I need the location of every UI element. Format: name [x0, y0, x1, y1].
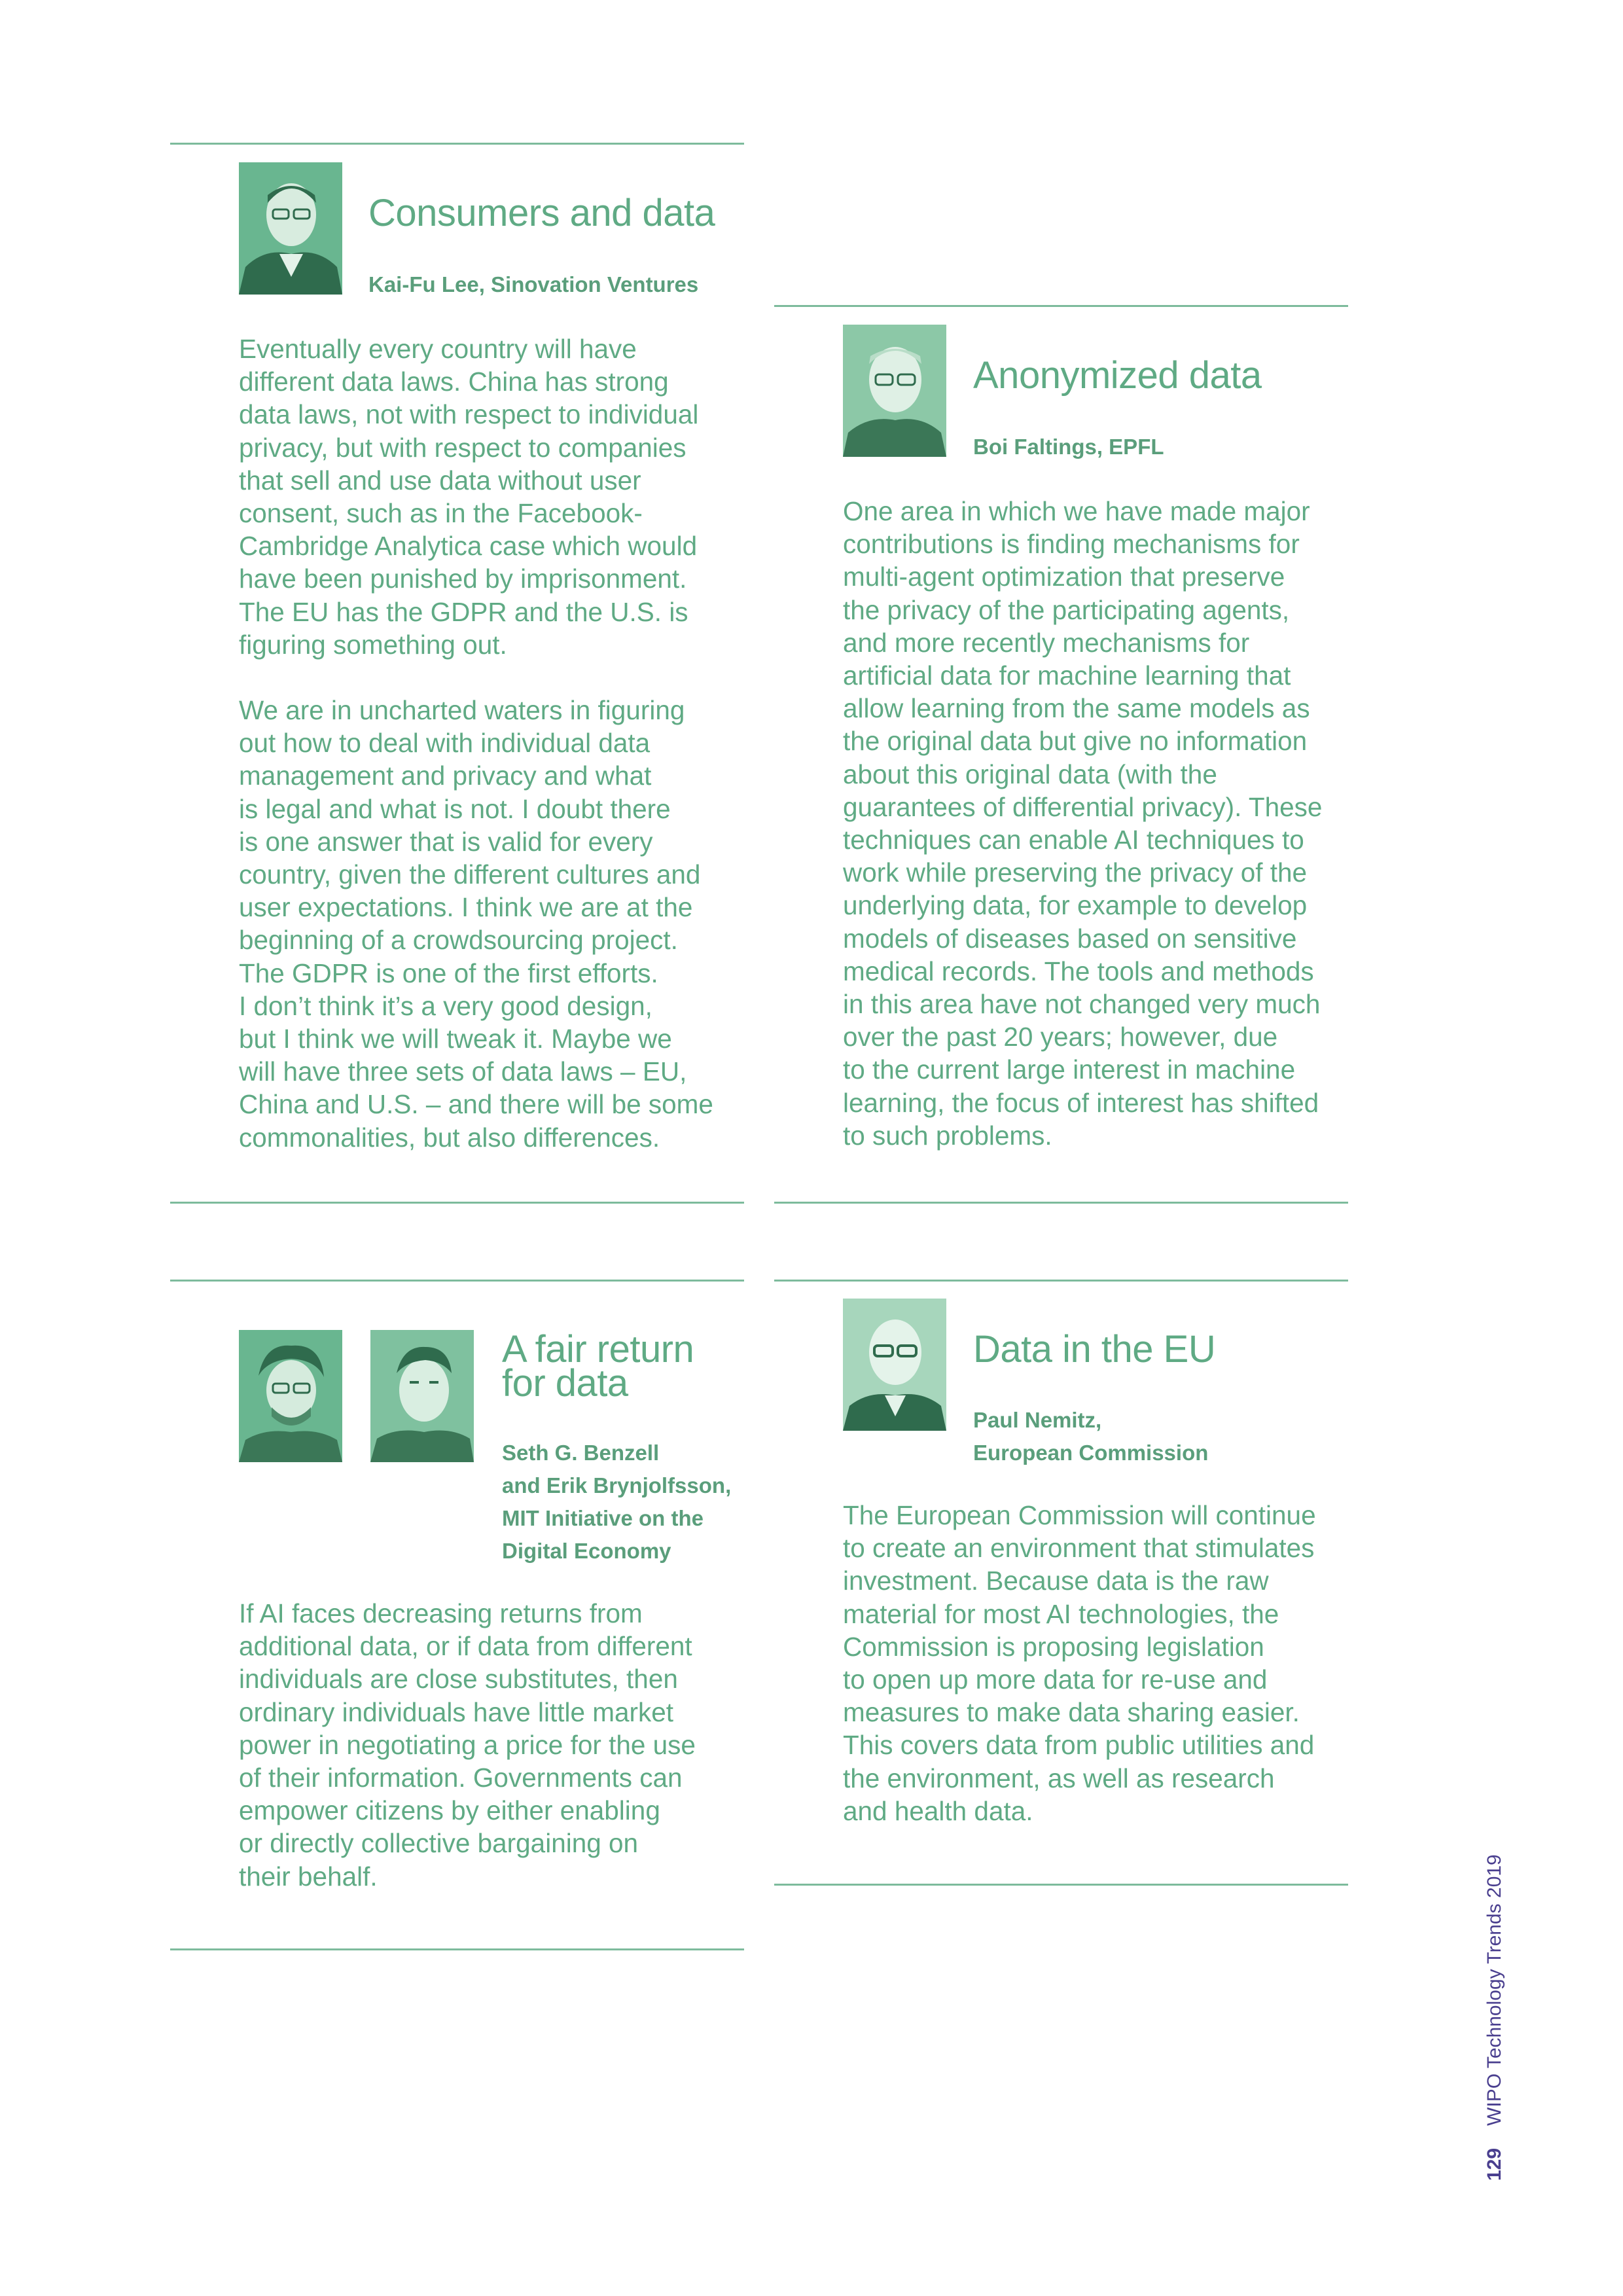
portrait-image	[239, 162, 342, 295]
article-body	[239, 1597, 736, 1893]
rule-mid-left-2	[170, 1280, 744, 1282]
page-number: 129	[1484, 2147, 1505, 2181]
body-paragraph: The European Commission will continue to create an environment that stimulates investment. Because data is the raw material for most AI technologies, the Commission is proposing legislation to open up more data for re-use and measures to make data sharing easier. This covers data from public utilities and the environment, as well as research and health data.	[843, 1500, 1316, 1826]
byline-line: Digital Economy	[502, 1539, 671, 1563]
portrait-image	[370, 1330, 474, 1462]
rule-bottom-right	[774, 1884, 1348, 1886]
rule-mid-left-1	[170, 1202, 744, 1204]
rule-bottom-left	[170, 1948, 744, 1950]
rule-mid-right-2	[774, 1280, 1348, 1282]
byline-line: European Commission	[973, 1441, 1209, 1465]
byline-line: Boi Faltings, EPFL	[973, 435, 1164, 459]
article-title: A fair return for data	[502, 1328, 694, 1405]
publication-title: WIPO Technology Trends 2019	[1484, 1854, 1505, 2126]
portrait-photo-brynjolfsson	[370, 1330, 474, 1462]
article-byline	[368, 268, 698, 301]
rule-top-left	[170, 143, 744, 145]
article-body	[239, 332, 736, 1154]
body-paragraph: Eventually every country will have different data laws. China has strong data laws, not with respect to individual privacy, but with respect to companies that sell and use data without user consent, such as in the Facebook- Cambridge Analytica case which would have been punished by imprisonment. The EU has the GDPR and the U.S. is figuring something out.	[239, 334, 699, 660]
portrait-image	[239, 1330, 342, 1462]
portrait-image	[843, 325, 946, 457]
portrait-photo	[239, 162, 342, 295]
byline-line: Kai-Fu Lee, Sinovation Ventures	[368, 272, 699, 296]
portrait-photo	[843, 1299, 946, 1431]
body-paragraph: We are in uncharted waters in figuring out how to deal with individual data management and privacy and what is legal and what is not. I doubt there is one answer that is valid for every country, given the different cultures and user expectations. I think we are at the beginning of a crowdsourcing project. The GDPR is one of the first efforts. I don’t think it’s a very good design, but I think we will tweak it. Maybe we will have three sets of data laws – EU, China and U.S. – and there will be some commonalities, but also differences.	[239, 695, 713, 1153]
rule-top-right	[774, 305, 1348, 307]
article-title: Data in the EU	[973, 1328, 1216, 1371]
byline-line: MIT Initiative on the	[502, 1506, 704, 1530]
article-byline	[973, 431, 1164, 463]
byline-line: Seth G. Benzell	[502, 1441, 660, 1465]
portrait-photo	[843, 325, 946, 457]
article-body	[843, 1499, 1360, 1827]
article-title: Anonymized data	[973, 354, 1262, 397]
page-footer	[1480, 1840, 1509, 2181]
body-paragraph: If AI faces decreasing returns from additional data, or if data from different individuals are close substitutes, then ordinary individuals have little market power in negotiating a price for the use of their information. Governments can empower citizens by either enabling or directly collective bargaining on their behalf.	[239, 1598, 696, 1892]
article-byline	[973, 1404, 1208, 1469]
portrait-photo-benzell	[239, 1330, 342, 1462]
byline-line: Paul Nemitz,	[973, 1408, 1102, 1432]
rule-mid-right-1	[774, 1202, 1348, 1204]
byline-line: and Erik Brynjolfsson,	[502, 1473, 732, 1498]
article-byline	[502, 1437, 731, 1568]
article-title: Consumers and data	[368, 192, 715, 234]
body-paragraph: One area in which we have made major contributions is finding mechanisms for multi-agent optimization that preserve the privacy of the participating agents, and more recently mechanisms for artificial data for machine learning that allow learning from the same models as the original data but give no information about this original data (with the guarantees of differential privacy). These techniques can enable AI techniques to work while preserving the privacy of the underlying data, for example to develop models of diseases based on sensitive medical records. The tools and methods in this area have not changed very much over the past 20 years; however, due to the current large interest in machine learning, the focus of interest has shifted to such problems.	[843, 496, 1323, 1151]
portrait-image	[843, 1299, 946, 1431]
article-body	[843, 495, 1353, 1152]
